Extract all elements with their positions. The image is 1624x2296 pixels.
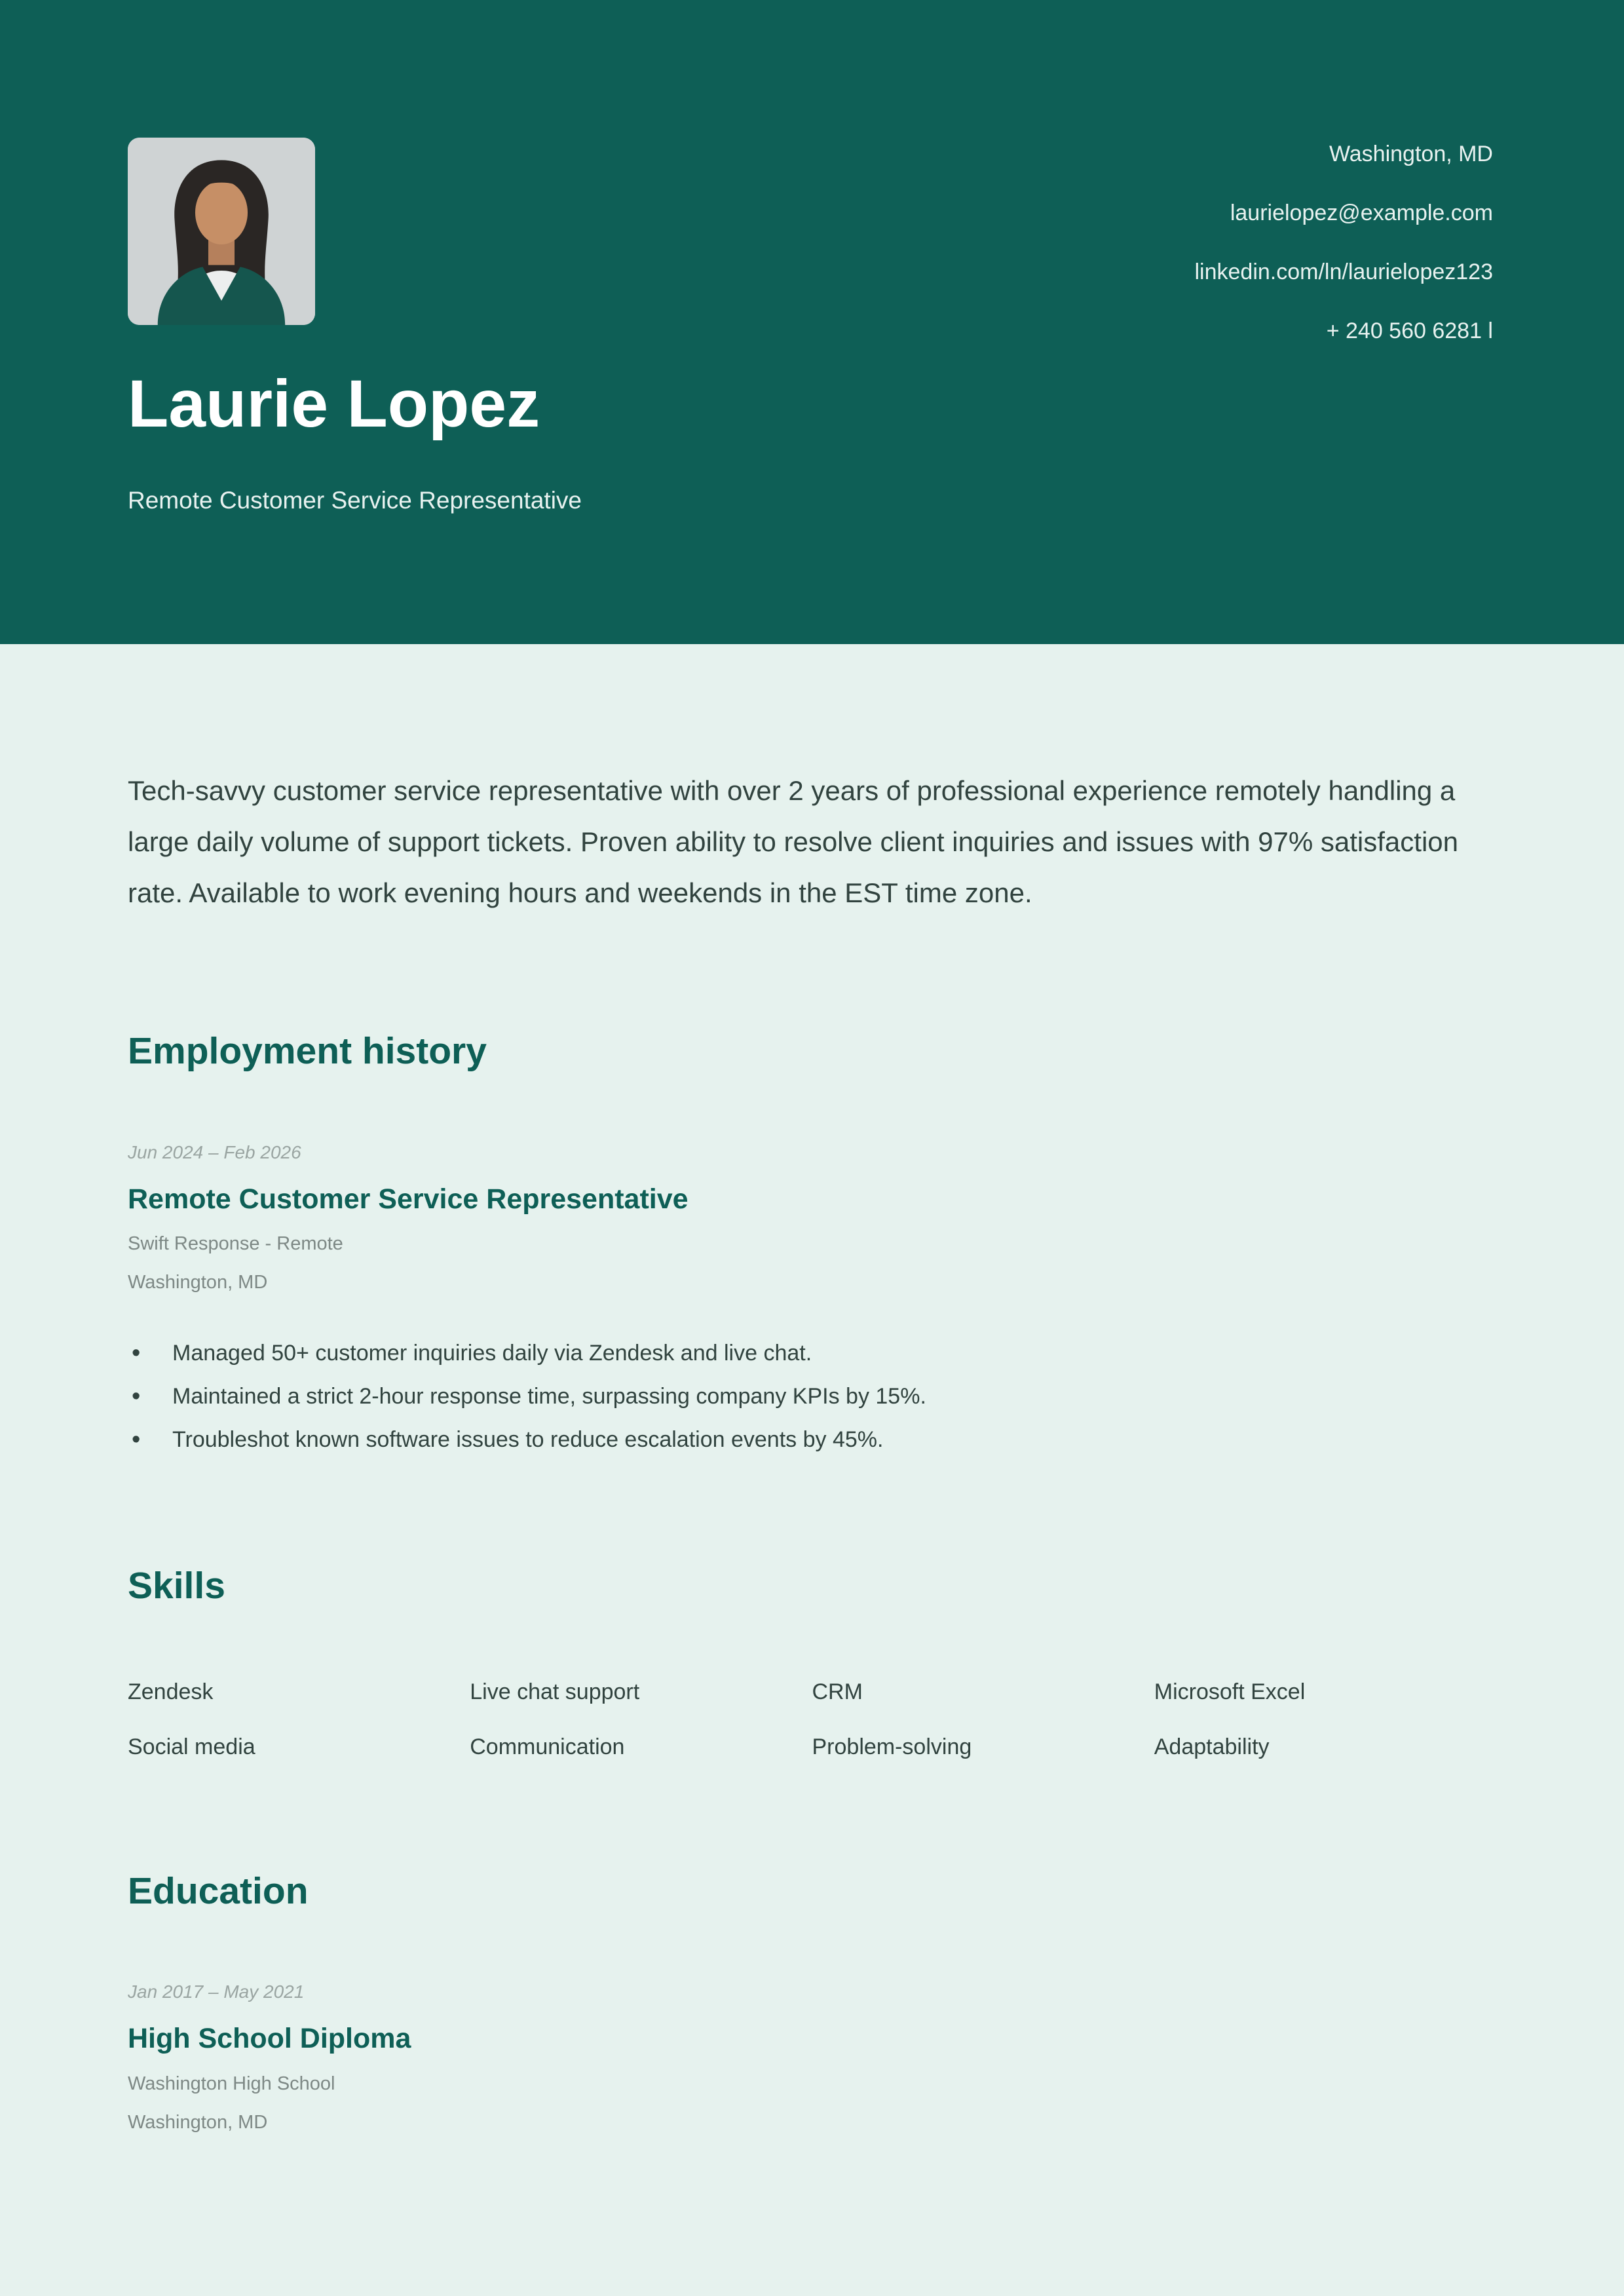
skills-grid bbox=[128, 1679, 1496, 1760]
job-bullet-list bbox=[128, 1331, 1496, 1461]
employment-section bbox=[128, 1030, 1496, 1461]
skill-item: Social media bbox=[128, 1734, 255, 1759]
contact-linkedin: linkedin.com/ln/laurielopez123 bbox=[1194, 259, 1493, 284]
employment-heading: Employment history bbox=[128, 1030, 487, 1072]
skills-section bbox=[128, 1565, 1496, 1760]
education-dates: Jan 2017 – May 2021 bbox=[128, 1981, 305, 2002]
contact-info bbox=[1195, 124, 1494, 360]
skill-item: Problem-solving bbox=[812, 1734, 972, 1759]
resume-header bbox=[0, 0, 1624, 644]
skill-item: Communication bbox=[470, 1734, 625, 1759]
resume-body bbox=[0, 765, 1624, 2133]
job-dates: Jun 2024 – Feb 2026 bbox=[128, 1141, 301, 1162]
job-bullet-item: • Managed 50+ customer inquiries daily via Zendesk and live chat. bbox=[128, 1331, 1496, 1375]
education-entry bbox=[128, 1981, 1496, 2133]
skill-item: Live chat support bbox=[470, 1679, 640, 1704]
job-bullet-item: • Maintained a strict 2-hour response time, surpassing company KPIs by 15%. bbox=[128, 1375, 1496, 1418]
skill-item: Microsoft Excel bbox=[1154, 1679, 1306, 1704]
education-section bbox=[128, 1870, 1496, 2133]
contact-location: Washington, MD bbox=[1329, 142, 1493, 166]
skills-heading: Skills bbox=[128, 1565, 225, 1607]
education-school: Washington High School bbox=[128, 2073, 335, 2094]
job-location: Washington, MD bbox=[128, 1272, 268, 1293]
candidate-job-title: Remote Customer Service Representative bbox=[128, 487, 582, 514]
contact-phone: + 240 560 6281 l bbox=[1326, 318, 1493, 343]
job-entry bbox=[128, 1142, 1496, 1462]
job-bullet-item: • Troubleshot known software issues to reduce escalation events by 45%. bbox=[128, 1418, 1496, 1461]
profile-photo bbox=[128, 138, 315, 325]
job-company: Swift Response - Remote bbox=[128, 1233, 343, 1255]
person-portrait-placeholder bbox=[128, 138, 315, 325]
job-title: Remote Customer Service Representative bbox=[128, 1183, 689, 1215]
contact-email: laurielopez@example.com bbox=[1230, 201, 1493, 225]
candidate-name: Laurie Lopez bbox=[128, 366, 540, 441]
skill-item: CRM bbox=[812, 1679, 863, 1704]
education-heading: Education bbox=[128, 1869, 309, 1912]
skill-item: Zendesk bbox=[128, 1679, 214, 1704]
education-location: Washington, MD bbox=[128, 2111, 268, 2133]
summary-text: Tech-savvy customer service representative with over 2 years of professional experience remotely handling a large daily volume of support tickets. Proven ability to resolve client inquiries and issues with 97% satisfaction rate. Available to work evening hours and weekends in the EST time zone. bbox=[128, 775, 1458, 908]
skill-item: Adaptability bbox=[1154, 1734, 1270, 1759]
education-title: High School Diploma bbox=[128, 2023, 411, 2055]
